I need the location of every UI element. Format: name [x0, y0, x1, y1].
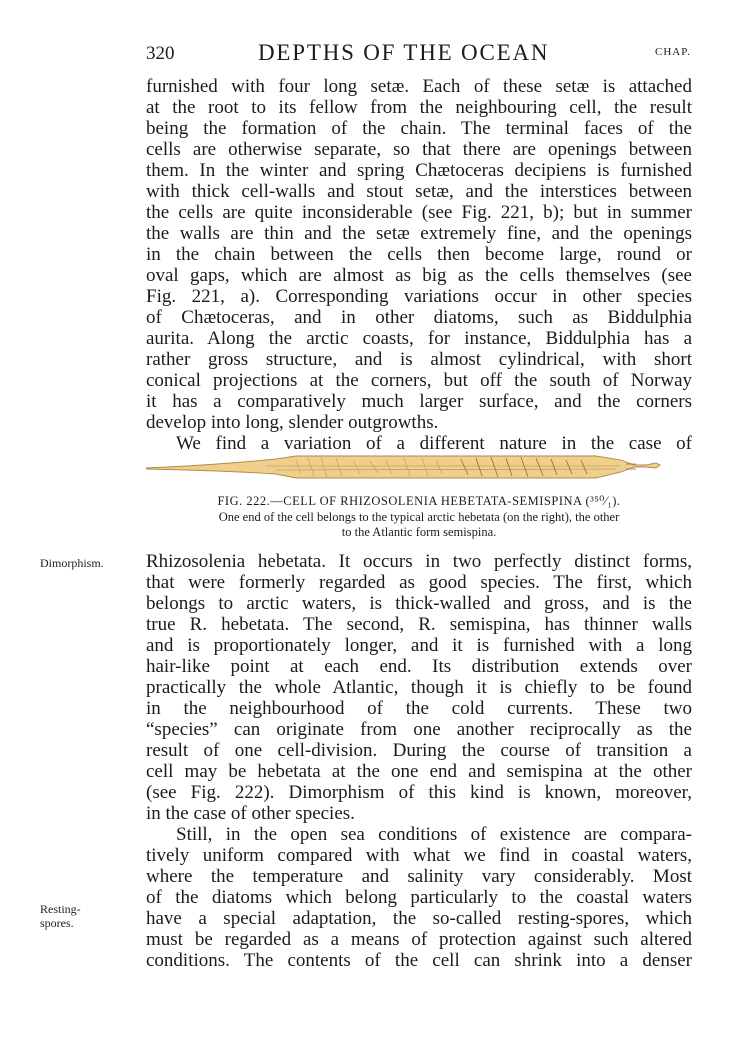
text-line: rather gross structure, and is almost cylindrical, with short — [146, 349, 692, 370]
text-line: (see Fig. 222). Dimorphism of this kind is known, moreover, — [146, 782, 692, 803]
text-line: Fig. 221, a). Corresponding variations occur in other species — [146, 286, 692, 307]
text-line: and is proportionately longer, and it is furnished with a long — [146, 635, 692, 656]
margin-note-spores: spores. — [40, 916, 74, 930]
text-line: true R. hebetata. The second, R. semispina, has thinner walls — [146, 614, 692, 635]
text-line: have a special adaptation, the so-called resting-spores, which — [146, 908, 692, 929]
figure-caption-title: FIG. 222.—CELL OF RHIZOSOLENIA HEBETATA-SEMISPINA (³⁵⁰⁄₁). — [217, 494, 621, 508]
text-line: oval gaps, which are almost as big as the cells themselves (see — [146, 265, 692, 286]
text-line: cells are otherwise separate, so that there are openings between — [146, 139, 692, 160]
text-line: “species” can originate from one another reciprocally as the — [146, 719, 692, 740]
figure-diatom-cell — [146, 452, 666, 482]
text-line: being the formation of the chain. The terminal faces of the — [146, 118, 692, 139]
text-line: conditions. The contents of the cell can shrink into a denser — [146, 950, 692, 971]
text-line: where the temperature and salinity vary considerably. Most — [146, 866, 692, 887]
text-line: result of one cell-division. During the course of transition a — [146, 740, 692, 761]
text-line: furnished with four long setæ. Each of these setæ is attached — [146, 76, 692, 97]
figure-caption-line: One end of the cell belongs to the typical arctic hebetata (on the right), the other — [218, 510, 620, 524]
text-line: cell may be hebetata at the one end and semispina at the other — [146, 761, 692, 782]
margin-note-resting: Resting- — [40, 902, 81, 916]
text-line: that were formerly regarded as good species. The first, which — [146, 572, 692, 593]
page-number: 320 — [146, 43, 175, 64]
text-line: tively uniform compared with what we find in coastal waters, — [146, 845, 692, 866]
text-line: in the case of other species. — [146, 803, 355, 824]
figure-caption-line: to the Atlantic form semispina. — [341, 525, 497, 539]
text-line: develop into long, slender outgrowths. — [146, 412, 439, 433]
text-line: conical projections at the corners, but off the south of Norway — [146, 370, 692, 391]
diatom-cell-body — [146, 456, 660, 478]
text-line: Still, in the open sea conditions of existence are compara- — [176, 824, 692, 845]
text-line: with thick cell-walls and stout setæ, and the interstices between — [146, 181, 692, 202]
text-line: of the diatoms which belong particularly to the coastal waters — [146, 887, 692, 908]
text-line: in the neighbourhood of the cold currents. These two — [146, 698, 692, 719]
text-line: in the chain between the cells then become large, round or — [146, 244, 692, 265]
text-line: Rhizosolenia hebetata. It occurs in two perfectly distinct forms, — [146, 551, 692, 572]
margin-note-dimorphism: Dimorphism. — [40, 556, 104, 570]
text-line: them. In the winter and spring Chætoceras decipiens is furnished — [146, 160, 692, 181]
text-line: at the root to its fellow from the neighbouring cell, the result — [146, 97, 692, 118]
text-line: the cells are quite inconsiderable (see Fig. 221, b); but in summer — [146, 202, 692, 223]
running-title: DEPTHS OF THE OCEAN — [258, 40, 550, 65]
chapter-label: CHAP. — [655, 46, 691, 58]
text-line: the walls are thin and the setæ extremely fine, and the openings — [146, 223, 692, 244]
text-line: belongs to arctic waters, is thick-walled and gross, and is the — [146, 593, 692, 614]
text-line: must be regarded as a means of protection against such altered — [146, 929, 692, 950]
text-line: hair-like point at each end. Its distribution extends over — [146, 656, 692, 677]
text-line: of Chætoceras, and in other diatoms, such as Biddulphia — [146, 307, 692, 328]
text-line: it has a comparatively much larger surface, and the corners — [146, 391, 692, 412]
text-line: aurita. Along the arctic coasts, for instance, Biddulphia has a — [146, 328, 692, 349]
text-line: practically the whole Atlantic, though it is chiefly to be found — [146, 677, 692, 698]
text-line: We find a variation of a different nature in the case of — [176, 433, 692, 454]
